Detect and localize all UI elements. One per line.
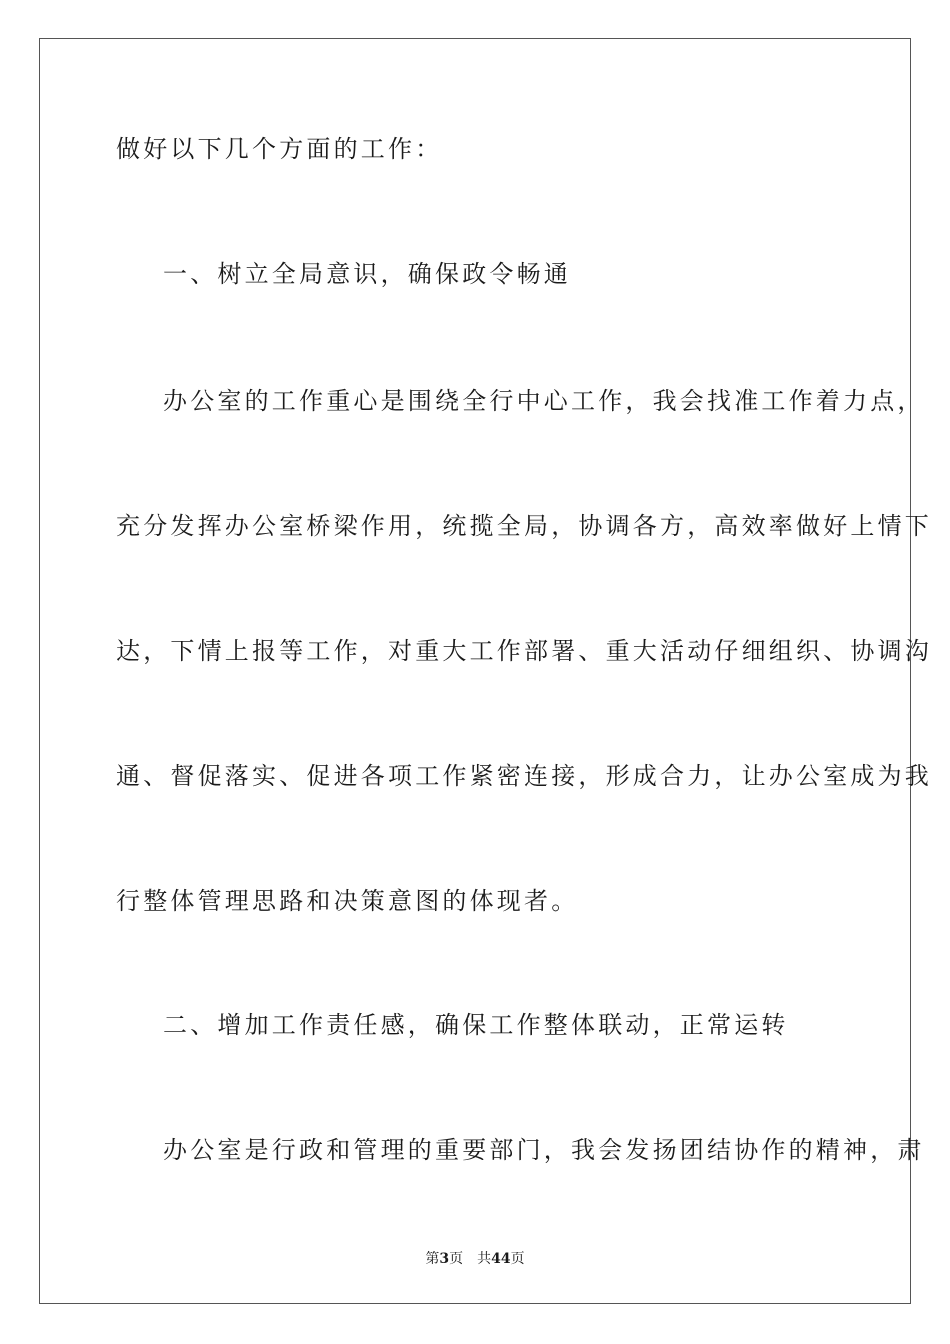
page-number: 3 bbox=[439, 1251, 450, 1267]
page-footer bbox=[0, 1248, 950, 1268]
section-heading-1: 一、树立全局意识，确保政令畅通 bbox=[163, 260, 571, 288]
text-line-1: 做好以下几个方面的工作： bbox=[116, 135, 443, 163]
page-border bbox=[39, 38, 911, 1304]
text-line-4: 充分发挥办公室桥梁作用，统揽全局，协调各方，高效率做好上情下 bbox=[116, 512, 932, 540]
total-pages: 44 bbox=[491, 1251, 511, 1267]
total-suffix: 页 bbox=[510, 1251, 525, 1267]
page-prefix: 第 bbox=[425, 1251, 440, 1267]
page-suffix: 页 bbox=[449, 1251, 464, 1267]
text-line-3: 办公室的工作重心是围绕全行中心工作，我会找准工作着力点， bbox=[163, 387, 925, 415]
total-prefix: 共 bbox=[477, 1251, 492, 1267]
text-line-6: 通、督促落实、促进各项工作紧密连接，形成合力，让办公室成为我 bbox=[116, 762, 932, 790]
section-heading-2: 二、增加工作责任感，确保工作整体联动，正常运转 bbox=[163, 1011, 789, 1039]
text-line-7: 行整体管理思路和决策意图的体现者。 bbox=[116, 887, 579, 915]
text-line-9: 办公室是行政和管理的重要部门，我会发扬团结协作的精神，肃 bbox=[163, 1136, 925, 1164]
text-line-5: 达，下情上报等工作，对重大工作部署、重大活动仔细组织、协调沟 bbox=[116, 637, 932, 665]
